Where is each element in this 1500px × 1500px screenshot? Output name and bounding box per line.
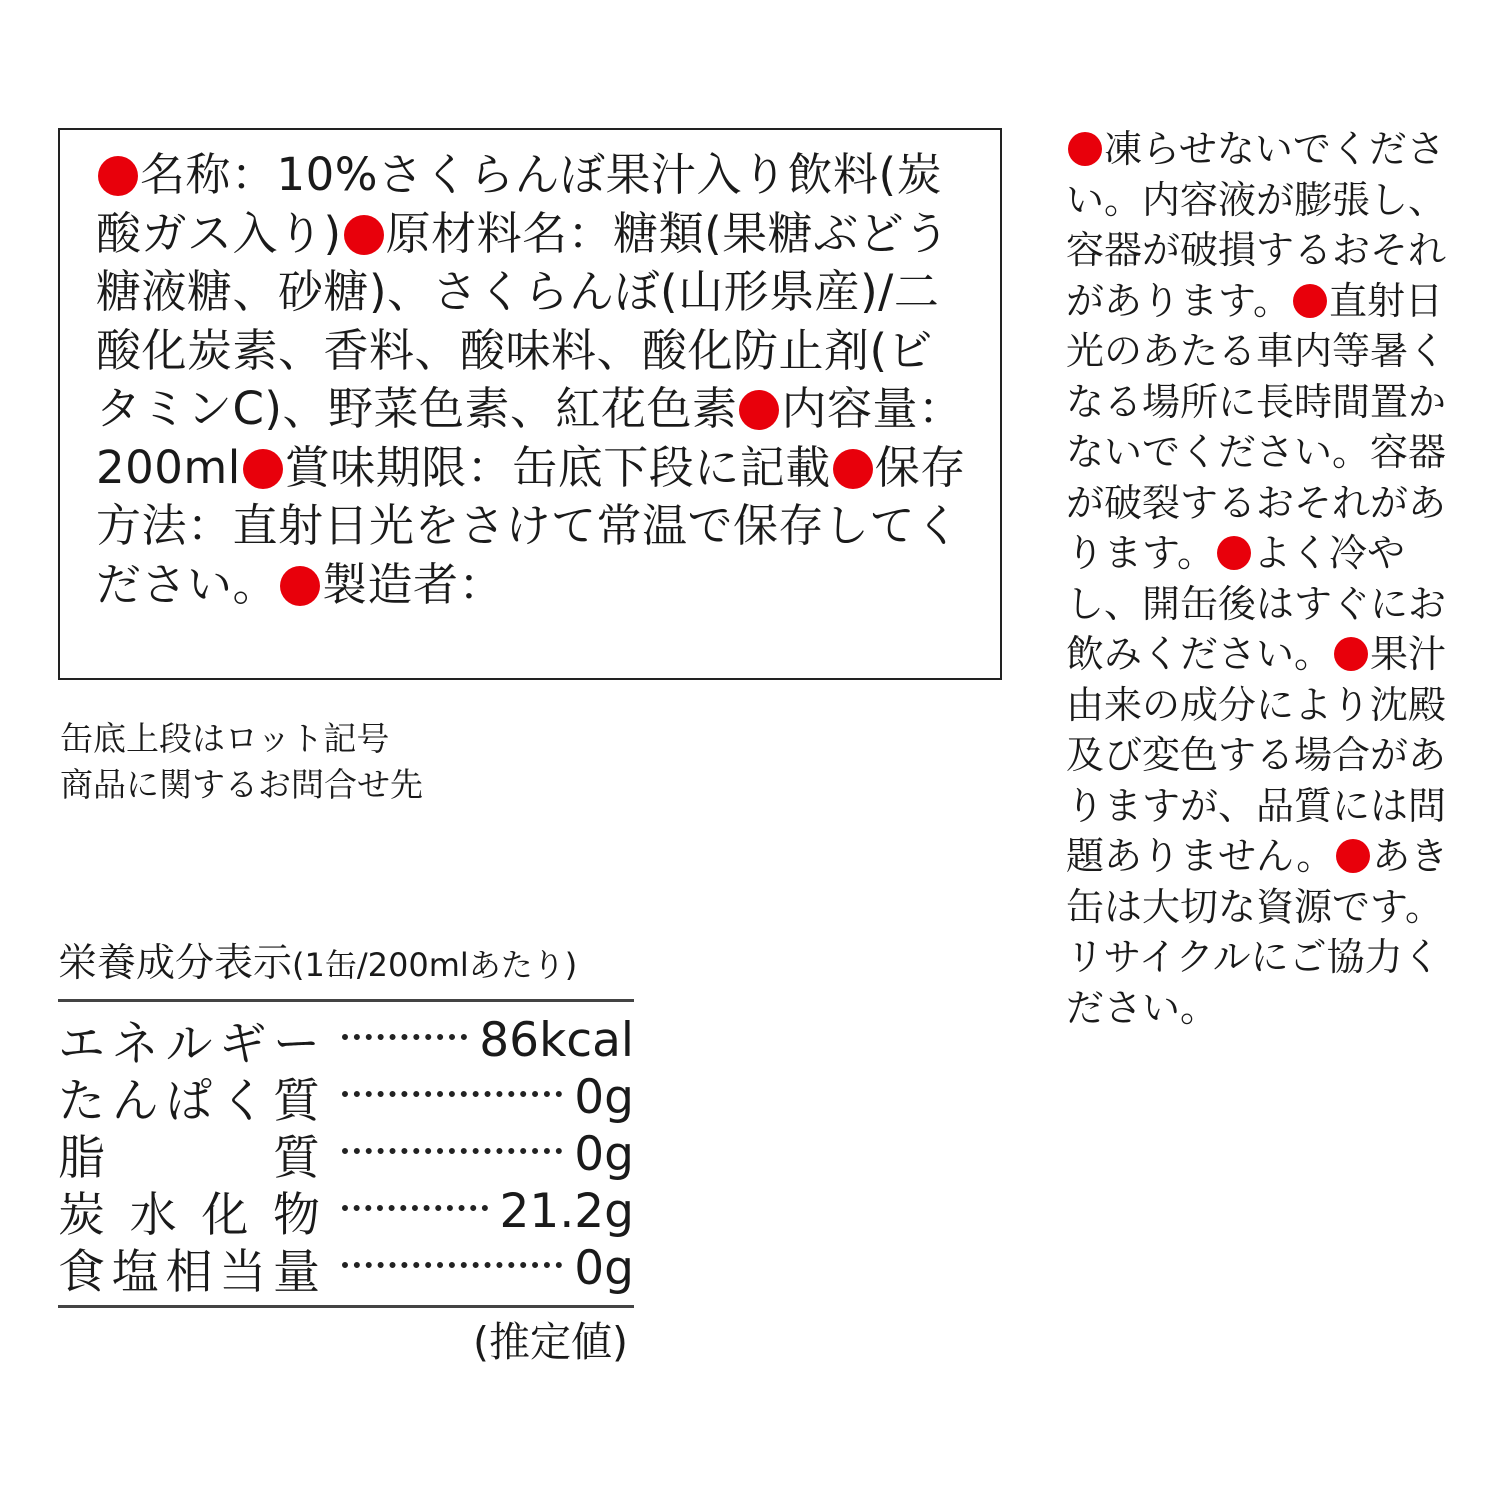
best-before-label: 賞味期限： [284, 440, 513, 494]
bullet-icon [1068, 132, 1102, 166]
manufacturer-label: 製造者： [322, 557, 505, 611]
nutrient-name: エ ネ ル ギ ー [58, 1017, 320, 1072]
name-label: 名称： [140, 148, 277, 201]
caution-note: よく冷やし、開缶後はすぐにお飲みください。 [1066, 531, 1447, 676]
nutrition-title-text: 栄養成分表示 [58, 941, 293, 986]
divider [58, 1305, 634, 1308]
nutrition-row [58, 1012, 634, 1072]
nutrition-row [58, 1240, 634, 1300]
nutrition-row [58, 1126, 634, 1186]
dot-leader [342, 1034, 467, 1040]
caution-notes [1066, 124, 1452, 1033]
ingredients-value: 糖類(果糖ぶどう糖液糖、砂糖)、さくらんぼ(山形県産)/二酸化炭素、香料、酸味料、酸化防止剤(ビタミンC)、野菜色素、紅花色素 [96, 206, 950, 435]
ingredients-label: 原材料名： [385, 206, 614, 260]
bullet-icon [1217, 536, 1251, 570]
nutrient-name: 脂 質 [58, 1131, 320, 1186]
bullet-icon [98, 156, 138, 196]
estimate-note: (推定値) [473, 1318, 628, 1366]
dot-leader [342, 1262, 562, 1268]
nutrient-name: 食 塩 相 当 量 [58, 1245, 320, 1300]
nutrient-value: 0g [574, 1241, 634, 1296]
caution-note: 果汁由来の成分により沈殿及び変色する場合がありますが、品質には問題ありません。 [1066, 632, 1447, 878]
product-info-box [58, 128, 1002, 680]
bullet-icon [833, 449, 873, 489]
nutrient-name: た ん ぱ く 質 [58, 1074, 320, 1129]
caution-note: 凍らせないでください。内容液が膨張し、容器が破損するおそれがあります。 [1066, 127, 1447, 323]
lot-note [60, 716, 423, 808]
bullet-icon [280, 566, 320, 606]
nutrition-row [58, 1183, 634, 1243]
bullet-icon [1293, 284, 1327, 318]
caution-note: 直射日光のあたる車内等暑くなる場所に長時間置かないでください。容器が破裂するおそれがあります。 [1066, 278, 1447, 575]
name-value: 10%さくらんぼ果汁入り飲料(炭酸ガス入り) [96, 148, 943, 260]
nutrition-basis: (1缶/200mlあたり) [292, 946, 578, 984]
bullet-icon [344, 215, 384, 255]
nutrition-facts [58, 934, 634, 1374]
nutrient-value: 21.2g [499, 1184, 634, 1239]
storage-label: 保存方法： [96, 440, 966, 552]
volume-value: 200ml [96, 440, 241, 494]
best-before-value: 缶底下段に記載 [512, 440, 831, 494]
nutrient-value: 0g [574, 1127, 634, 1182]
nutrition-row [58, 1069, 634, 1129]
nutrient-value: 0g [574, 1070, 634, 1125]
product-info-text [96, 146, 976, 614]
dot-leader [342, 1091, 562, 1097]
bullet-icon [1336, 839, 1370, 873]
nutrition-title [58, 934, 634, 995]
dot-leader [342, 1205, 488, 1211]
inquiry-note-line: 商品に関するお問合せ先 [60, 765, 423, 804]
bullet-icon [1334, 637, 1368, 671]
dot-leader [342, 1148, 562, 1154]
volume-label: 内容量： [781, 382, 964, 435]
bullet-icon [243, 449, 283, 489]
nutrition-rows [58, 1002, 634, 1305]
lot-note-line: 缶底上段はロット記号 [60, 719, 390, 758]
storage-value: 直射日光をさけて常温で保存してください。 [96, 499, 961, 611]
bullet-icon [739, 390, 779, 430]
nutrient-name: 炭 水 化 物 [58, 1188, 320, 1243]
nutrient-value: 86kcal [479, 1013, 634, 1068]
caution-note: あき缶は大切な資源です。リサイクルにご協力ください。 [1066, 834, 1449, 1030]
